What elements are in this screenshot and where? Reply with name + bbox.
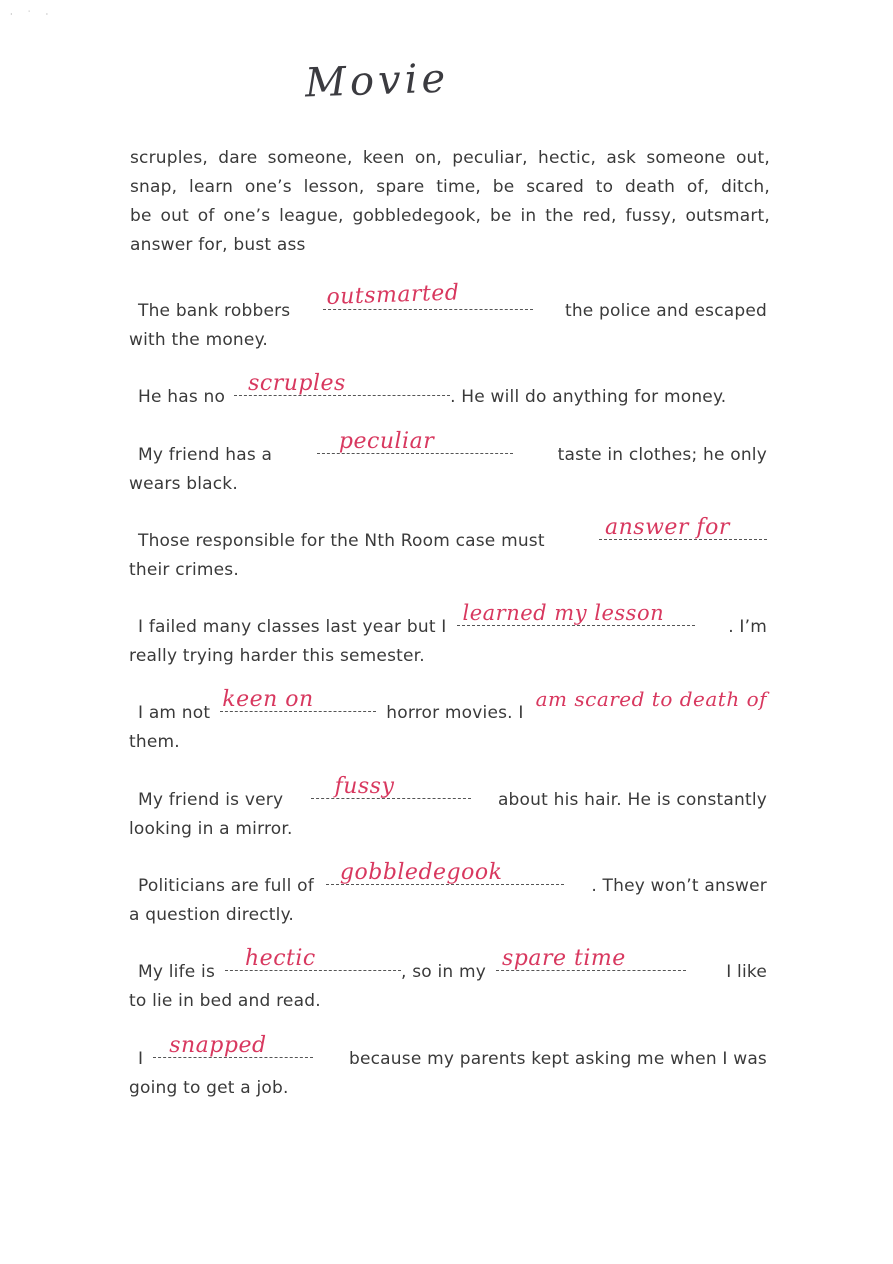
- question-7: [129, 776, 767, 844]
- question-text: I like: [726, 962, 767, 982]
- answer-blank[interactable]: [220, 689, 376, 718]
- answer-blank[interactable]: [534, 687, 768, 718]
- answer-blank[interactable]: [317, 431, 513, 460]
- question-text: about his hair. He is constantly: [497, 790, 768, 810]
- question-text: . He will do anything for money.: [450, 387, 727, 407]
- handwritten-answer: answer for: [605, 515, 730, 540]
- question-text: My life is: [138, 962, 216, 982]
- answer-blank[interactable]: [225, 948, 401, 977]
- handwritten-answer: hectic: [245, 946, 316, 971]
- handwritten-answer: snapped: [169, 1033, 267, 1058]
- question-text: , so in my: [401, 962, 487, 982]
- question-text: their crimes.: [129, 560, 239, 580]
- question-1: [129, 280, 768, 355]
- handwritten-answer: gobbledegook: [339, 860, 503, 885]
- question-text: He has no: [138, 387, 226, 407]
- word-bank-line: scruples, dare someone, keen on, peculiar, hectic, ask someone out,: [130, 148, 770, 168]
- question-text: looking in a mirror.: [129, 819, 293, 839]
- word-bank: [130, 144, 770, 260]
- answer-blank[interactable]: [311, 776, 471, 805]
- question-text: Politicians are full of: [138, 876, 314, 896]
- question-text: going to get a job.: [129, 1078, 289, 1098]
- question-text: My friend is very: [138, 790, 284, 810]
- question-text: a question directly.: [129, 905, 295, 925]
- question-text: I: [138, 1049, 144, 1069]
- answer-blank[interactable]: [457, 603, 695, 632]
- question-text: with the money.: [129, 330, 269, 350]
- word-bank-line: be out of one’s league, gobbledegook, be in the red, fussy, outsmart,: [130, 206, 770, 226]
- answer-blank[interactable]: [496, 948, 686, 977]
- handwritten-answer: keen on: [222, 687, 314, 712]
- question-text: horror movies. I: [386, 703, 524, 723]
- question-text: them.: [129, 732, 180, 752]
- answer-blank[interactable]: [234, 373, 450, 402]
- question-10: [129, 1035, 767, 1103]
- handwritten-answer: outsmarted: [325, 280, 460, 311]
- handwritten-answer: scruples: [248, 371, 346, 396]
- question-text: Those responsible for the Nth Room case must: [138, 531, 545, 551]
- question-text: I am not: [138, 703, 211, 723]
- word-bank-line: snap, learn one’s lesson, spare time, be scared to death of, ditch,: [130, 177, 770, 197]
- answer-blank[interactable]: [599, 517, 767, 546]
- question-8: [129, 862, 767, 930]
- handwritten-answer: fussy: [334, 774, 395, 799]
- question-text: The bank robbers: [138, 301, 291, 321]
- page-title: Movie: [304, 55, 450, 107]
- question-text: the police and escaped: [564, 301, 768, 321]
- word-bank-line: answer for, bust ass: [130, 235, 306, 255]
- question-5: [129, 603, 767, 671]
- answer-blank[interactable]: [153, 1035, 313, 1064]
- question-text: . I’m: [728, 617, 767, 637]
- answer-blank[interactable]: [326, 862, 564, 891]
- question-text: because my parents kept asking me when I was: [348, 1049, 767, 1069]
- question-text: . They won’t answer: [591, 876, 767, 896]
- question-4: [129, 517, 767, 585]
- question-text: taste in clothes; he only: [557, 445, 767, 465]
- question-text: to lie in bed and read.: [129, 991, 321, 1011]
- handwritten-answer: spare time: [502, 946, 626, 971]
- question-text: wears black.: [129, 474, 238, 494]
- question-2: [129, 373, 767, 412]
- question-9: [129, 948, 767, 1016]
- question-6: [129, 689, 767, 757]
- question-3: [129, 431, 767, 499]
- handwritten-answer: peculiar: [338, 429, 435, 454]
- answer-blank[interactable]: [323, 280, 533, 316]
- question-text: I failed many classes last year but I: [138, 617, 447, 637]
- handwritten-answer: am scared to death of: [535, 687, 768, 711]
- question-text: really trying harder this semester.: [129, 646, 425, 666]
- question-text: My friend has a: [138, 445, 273, 465]
- scan-artifact: · ˙ ·: [10, 10, 55, 19]
- handwritten-answer: learned my lesson: [462, 601, 665, 625]
